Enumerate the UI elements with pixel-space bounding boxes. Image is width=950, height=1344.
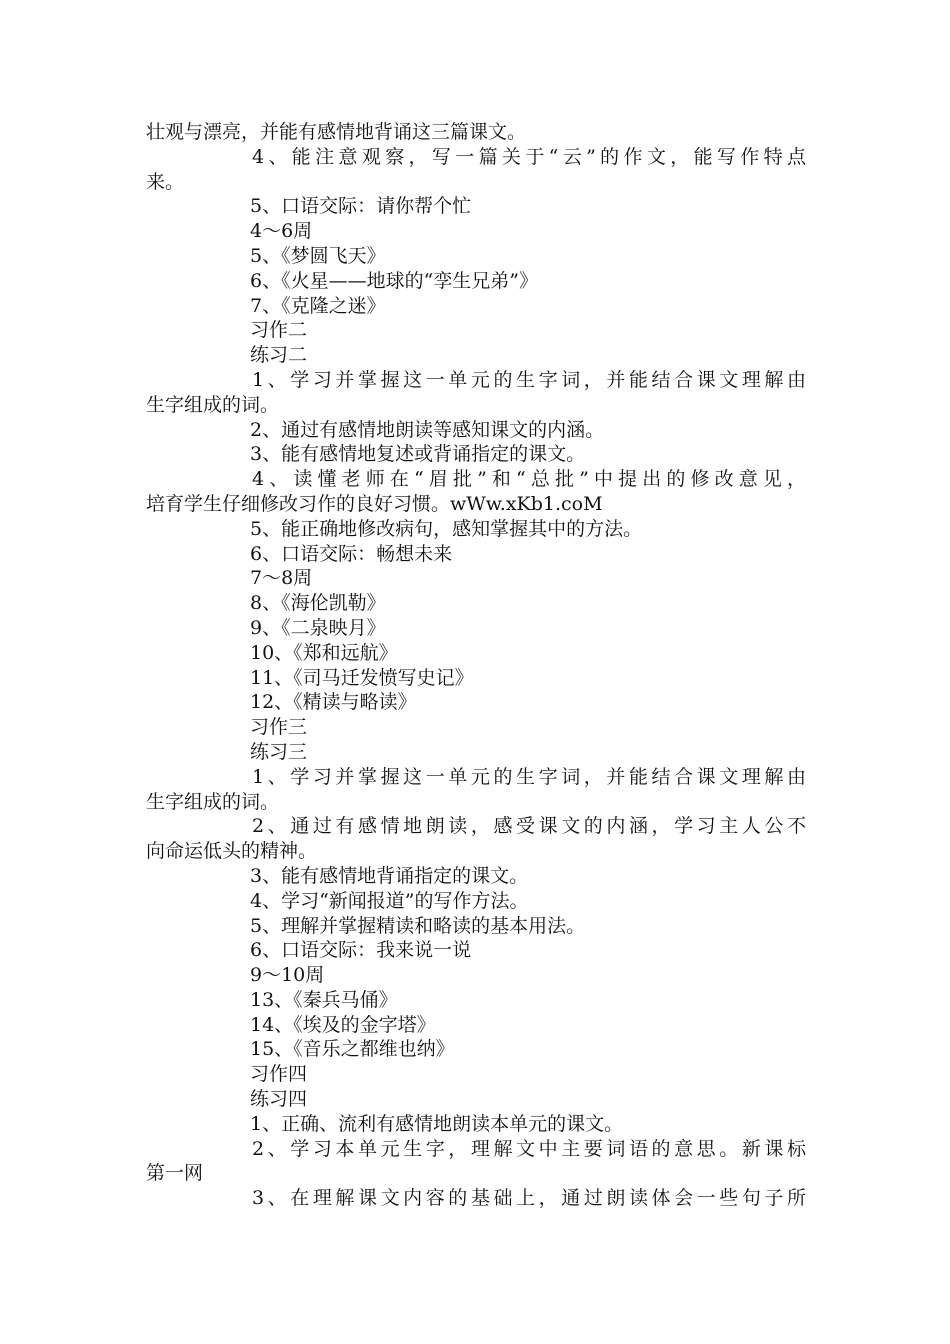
text-line: 6、口语交际：我来说一说 [250, 939, 472, 962]
week-heading: 9～10周 [250, 964, 325, 987]
text-line: 6、口语交际：畅想未来 [250, 542, 453, 565]
section-heading: 习作三 [250, 716, 308, 739]
text-line: 4、能注意观察，写一篇关于“云”的作文，能写作特点 [252, 145, 806, 168]
text-line: 2、通过有感情地朗读等感知课文的内涵。 [250, 418, 605, 441]
section-heading: 练习三 [250, 740, 308, 763]
text-line: 4、读懂老师在“眉批”和“总批”中提出的修改意见， [252, 468, 806, 491]
lesson-title: 9、《二泉映月》 [250, 616, 386, 639]
section-heading: 练习二 [250, 344, 308, 367]
text-line: 1、正确、流利有感情地朗读本单元的课文。 [250, 1112, 624, 1135]
text-line: 第一网 [146, 1162, 204, 1185]
week-heading: 4～6周 [250, 220, 313, 243]
section-heading: 习作四 [250, 1063, 308, 1086]
lesson-title: 8、《海伦凯勒》 [250, 592, 386, 615]
text-line: 向命运低头的精神。 [146, 840, 318, 863]
section-heading: 习作二 [250, 319, 308, 342]
section-heading: 练习四 [250, 1088, 308, 1111]
lesson-title: 10、《郑和远航》 [250, 641, 398, 664]
text-line: 生字组成的词。 [146, 790, 280, 813]
week-heading: 7～8周 [250, 567, 313, 590]
text-line: 培育学生仔细修改习作的良好习惯。wWw.xKb1.coM [146, 492, 603, 515]
lesson-title: 14、《埃及的金字塔》 [250, 1013, 436, 1036]
text-line: 5、口语交际：请你帮个忙 [250, 195, 472, 218]
lesson-title: 5、《梦圆飞天》 [250, 244, 386, 267]
text-line: 生字组成的词。 [146, 393, 280, 416]
text-line: 1、学习并掌握这一单元的生字词，并能结合课文理解由 [252, 368, 806, 391]
lesson-title: 13、《秦兵马俑》 [250, 988, 398, 1011]
text-line: 3、能有感情地复述或背诵指定的课文。 [250, 443, 586, 466]
document-body [146, 120, 806, 1211]
text-line: 3、在理解课文内容的基础上，通过朗读体会一些句子所 [252, 1187, 806, 1210]
text-line: 5、能正确地修改病句，感知掌握其中的方法。 [250, 517, 643, 540]
text-line: 1、学习并掌握这一单元的生字词，并能结合课文理解由 [252, 765, 806, 788]
text-line: 5、理解并掌握精读和略读的基本用法。 [250, 914, 586, 937]
lesson-title: 11、《司马迁发愤写史记》 [250, 666, 474, 689]
text-line: 2、通过有感情地朗读，感受课文的内涵，学习主人公不 [252, 815, 806, 838]
text-line: 来。 [146, 170, 185, 193]
lesson-title: 7、《克隆之迷》 [250, 294, 386, 317]
text-line: 3、能有感情地背诵指定的课文。 [250, 864, 529, 887]
text-line: 4、学习“新闻报道”的写作方法。 [250, 889, 529, 912]
text-line: 2、学习本单元生字，理解文中主要词语的意思。新课标 [252, 1137, 806, 1160]
lesson-title: 15、《音乐之都维也纳》 [250, 1038, 455, 1061]
lesson-title: 6、《火星——地球的“孪生兄弟”》 [250, 269, 539, 292]
lesson-title: 12、《精读与略读》 [250, 691, 417, 714]
text-line: 壮观与漂亮，并能有感情地背诵这三篇课文。 [146, 121, 527, 143]
